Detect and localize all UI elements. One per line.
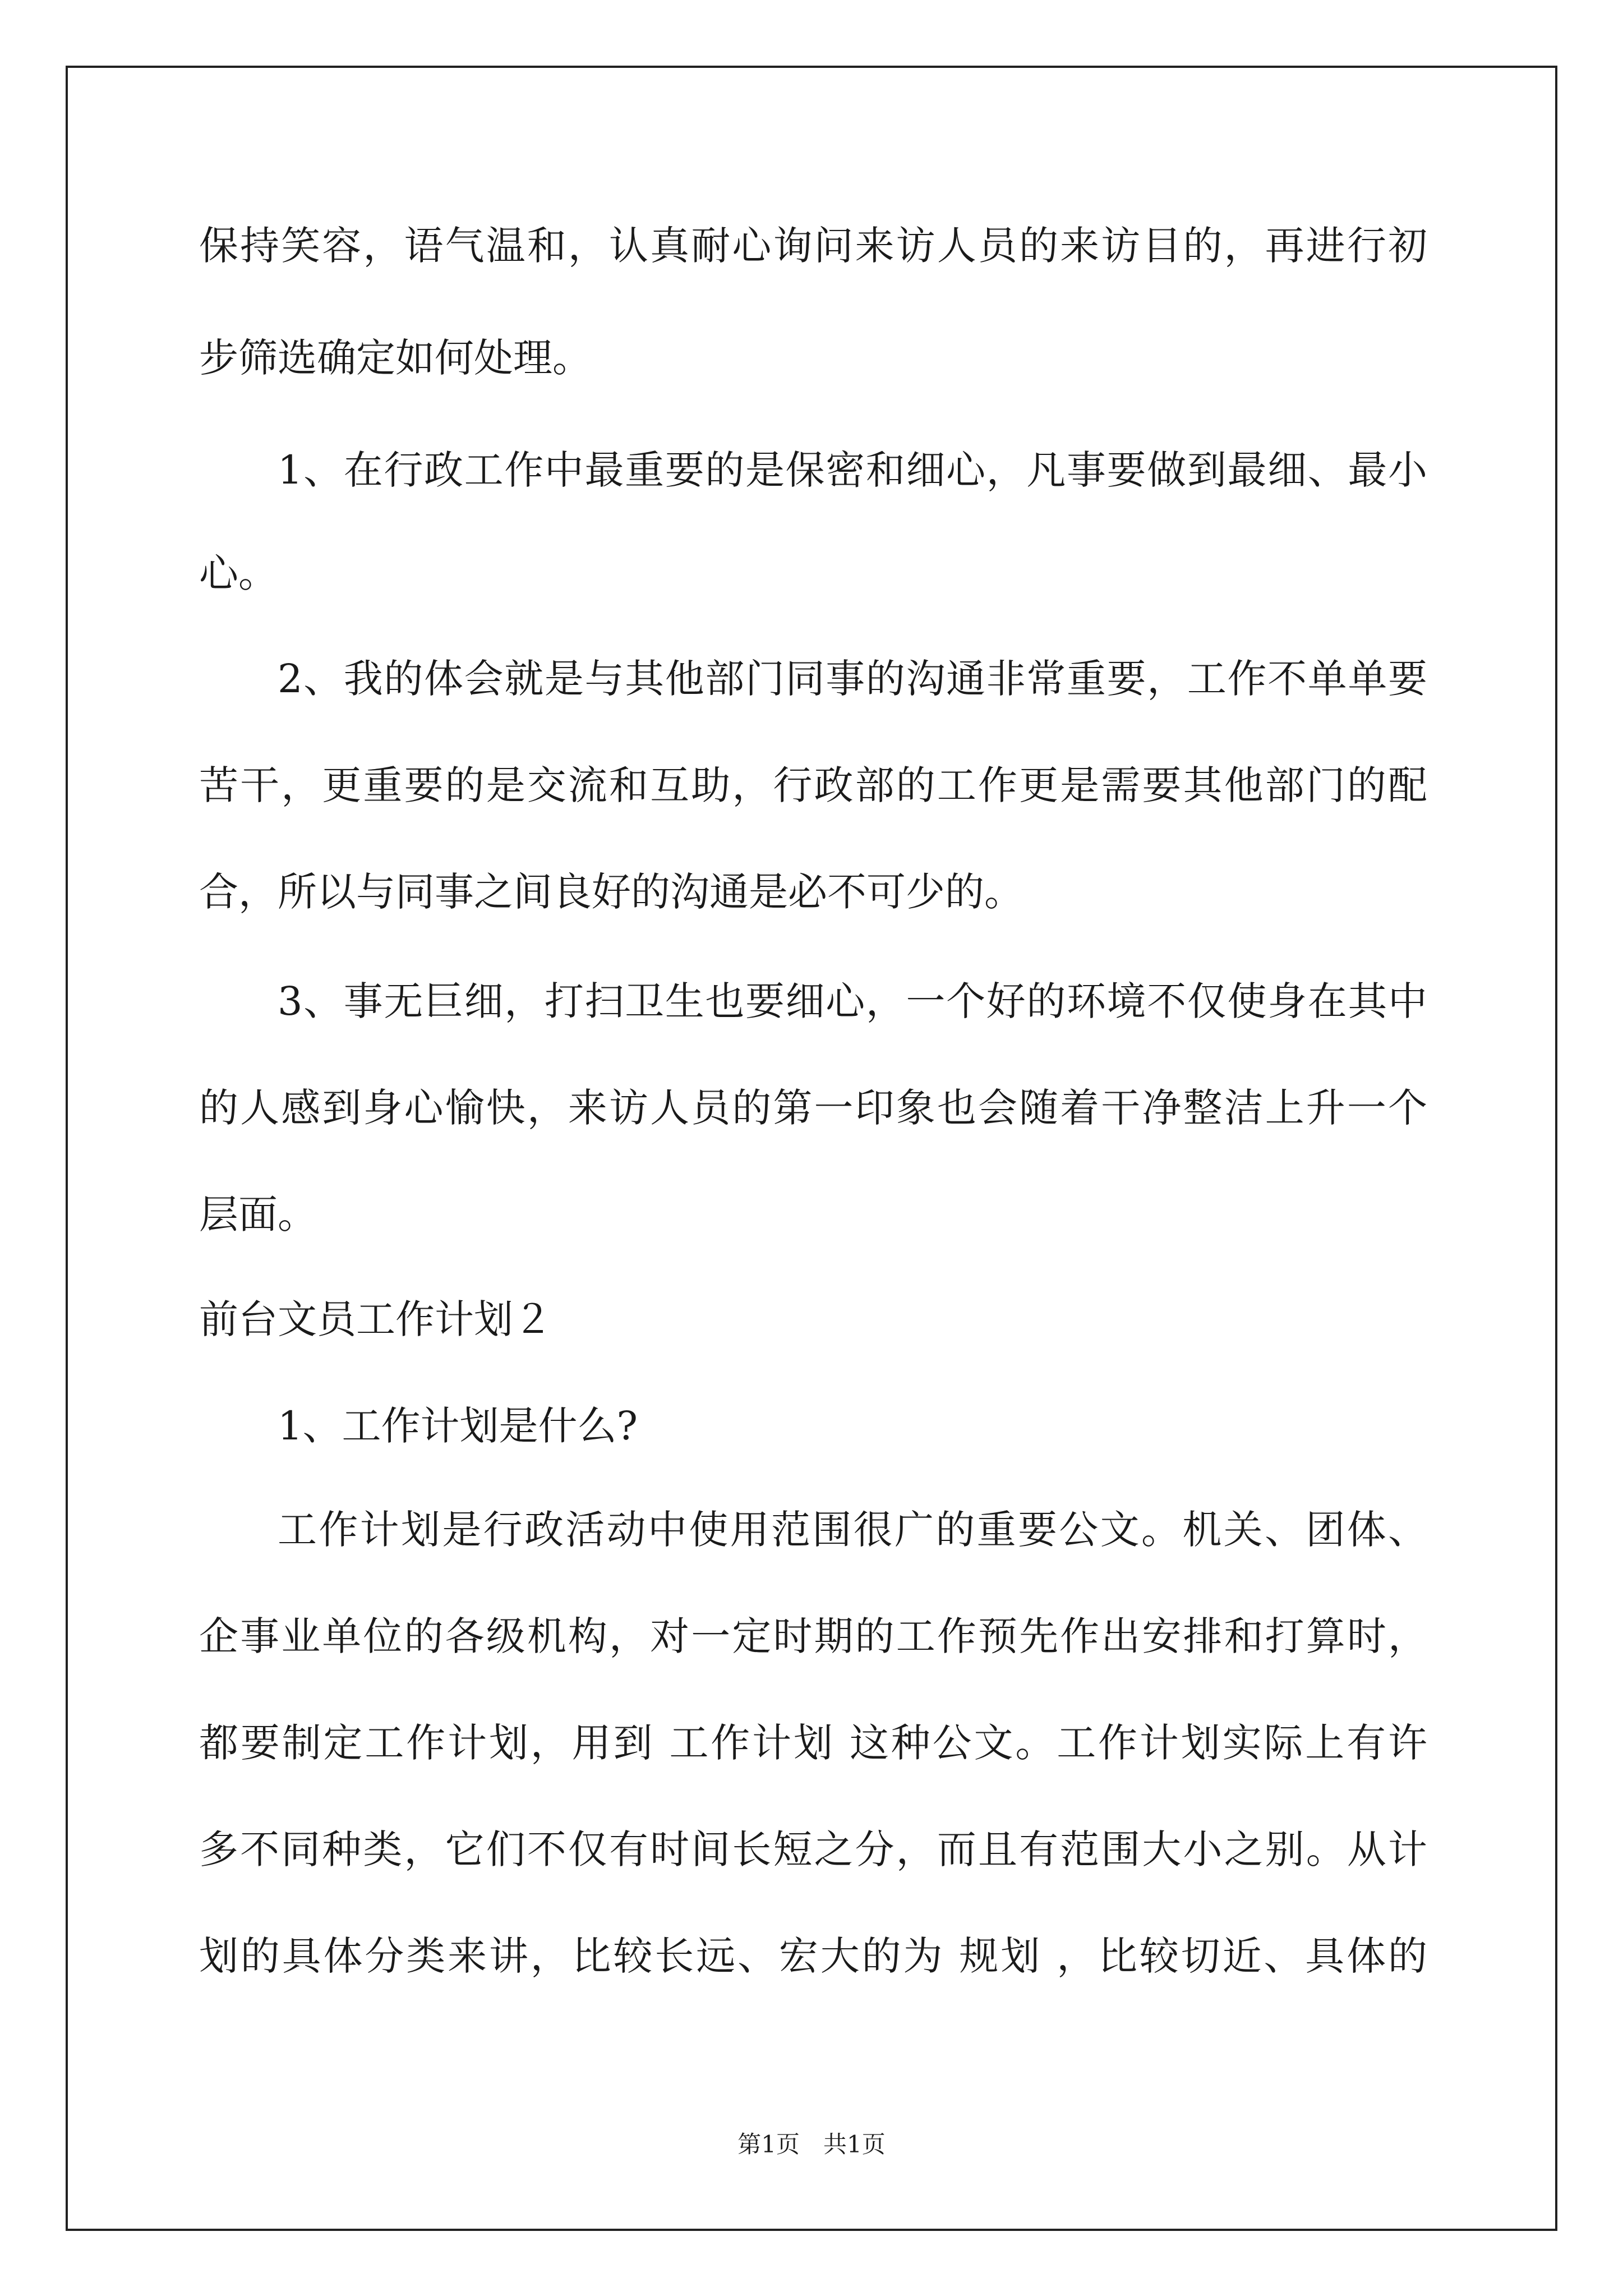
page-number-footer: 第1页 共1页 [737,2131,886,2158]
text-line: 都要制定工作计划，用到 工作计划 这种公文。工作计划实际上有许 [199,1720,1427,1766]
text-line: 工作计划是行政活动中使用范围很广的重要公文。机关、团体、 [278,1507,1427,1553]
text-line: 合，所以与同事之间良好的沟通是必不可少的。 [199,869,1023,915]
text-line: 企事业单位的各级机构，对一定时期的工作预先作出安排和打算时， [199,1613,1427,1659]
text-line: 步筛选确定如何处理。 [199,335,592,381]
section-heading: 前台文员工作计划２ [199,1296,552,1342]
text-line: 3、事无巨细，打扫卫生也要细心，一个好的环境不仅使身在其中 [278,978,1427,1024]
text-line: 1、工作计划是什么? [278,1403,638,1449]
page-border [66,66,1557,2231]
text-line: 多不同种类，它们不仅有时间长短之分，而且有范围大小之别。从计 [199,1826,1427,1872]
text-line: 层面。 [199,1191,317,1237]
text-line: 心。 [199,550,278,596]
text-line: 2、我的体会就是与其他部门同事的沟通非常重要，工作不单单要 [278,656,1427,702]
text-line: 1、在行政工作中最重要的是保密和细心，凡事要做到最细、最小 [278,447,1427,493]
text-line: 保持笑容，语气温和，认真耐心询问来访人员的来访目的，再进行初 [199,223,1427,269]
text-line: 划的具体分类来讲，比较长远、宏大的为 规划 ，比较切近、具体的 [199,1933,1427,1979]
text-line: 苦干，更重要的是交流和互助，行政部的工作更是需要其他部门的配 [199,762,1427,808]
text-line: 的人感到身心愉快，来访人员的第一印象也会随着干净整洁上升一个 [199,1085,1427,1131]
